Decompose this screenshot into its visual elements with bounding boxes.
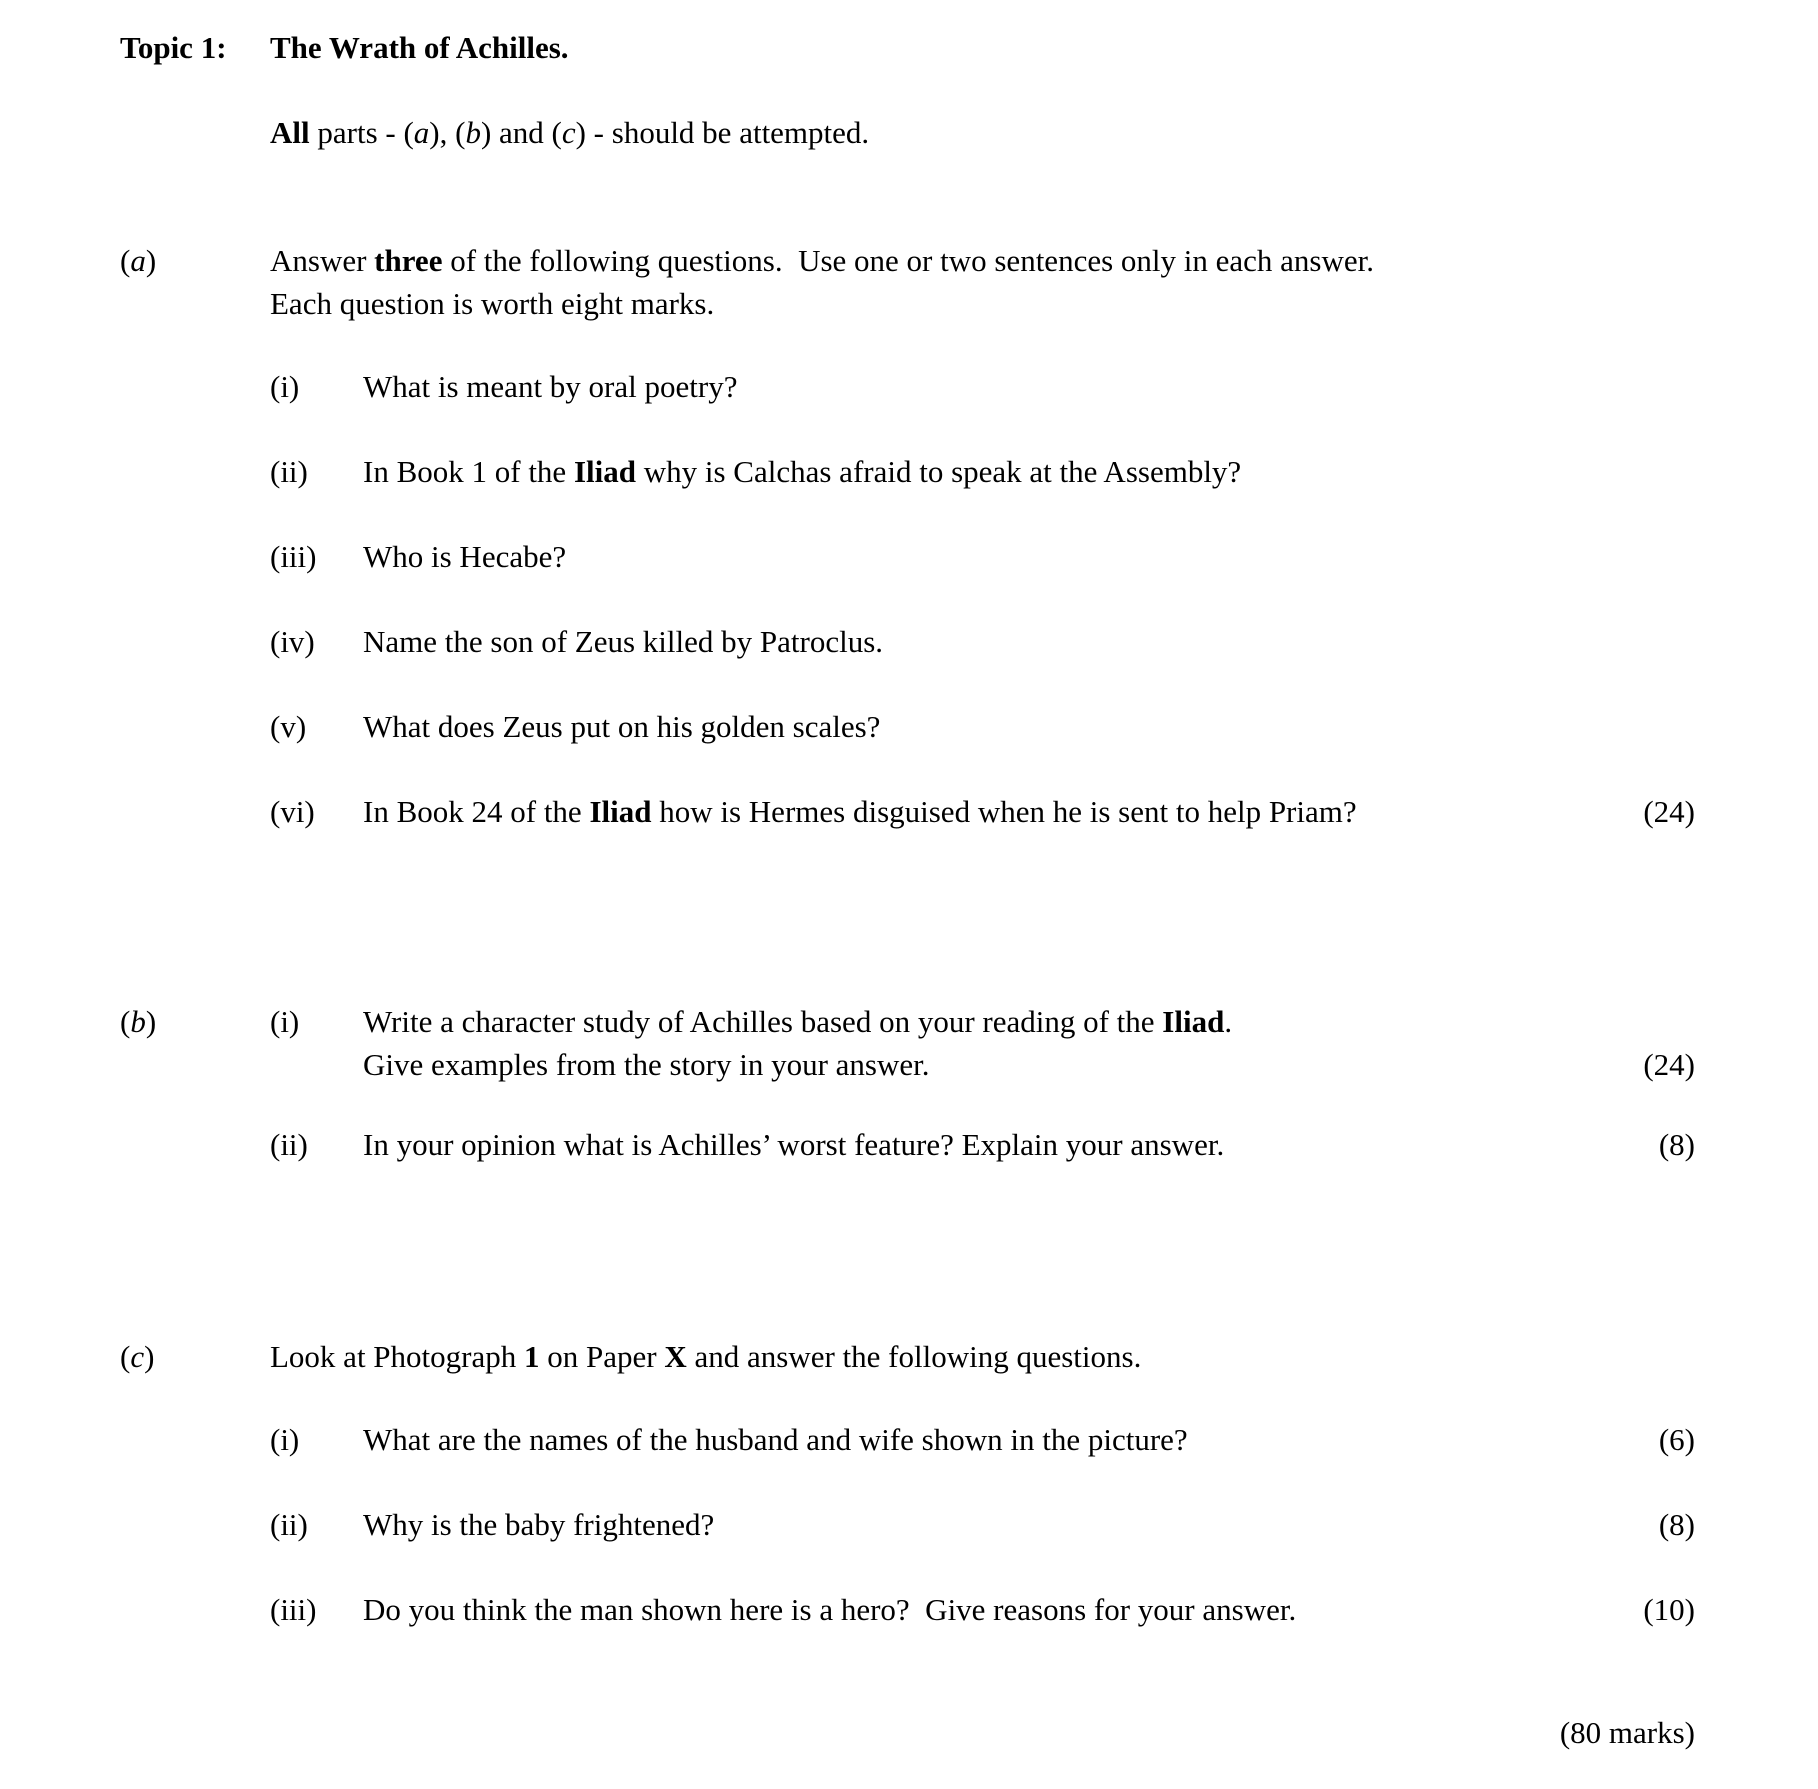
question-number: (iii) [270,539,317,574]
question-text: What is meant by oral poetry? [363,369,738,404]
total-marks-row [120,1711,1695,1754]
question-a-iv [120,620,1695,663]
topic-header [120,26,1695,69]
question-marks: (24) [1643,794,1695,829]
topic-label: Topic 1: [120,30,227,65]
section-c-intro-row [120,1335,1695,1378]
question-text: Who is Hecabe? [363,539,567,574]
question-text: Name the son of Zeus killed by Patroclus. [363,624,884,659]
section-a-label: (a) [120,243,157,278]
section-a-intro-text: Answer three of the following questions. Use one or two sentences only in each answer. Each question is worth eight marks. [270,243,1374,321]
question-marks: (24) [1643,1047,1695,1082]
question-a-i [120,365,1695,408]
question-marks: (10) [1643,1592,1695,1627]
question-text: What are the names of the husband and wife shown in the picture? [363,1422,1188,1457]
section-c-label: (c) [120,1339,155,1374]
question-number: (v) [270,709,307,744]
question-text: In Book 24 of the Iliad how is Hermes disguised when he is sent to help Priam? [363,794,1357,829]
section-b-label: (b) [120,1004,157,1039]
question-text: What does Zeus put on his golden scales? [363,709,881,744]
question-text: Do you think the man shown here is a hero? Give reasons for your answer. [363,1592,1297,1627]
question-text: Write a character study of Achilles based on your reading of the Iliad. Give examples from the story in your answer. [363,1004,1233,1082]
question-number: (iv) [270,624,315,659]
question-a-v [120,705,1695,748]
question-b-ii [120,1123,1695,1166]
question-a-vi [120,790,1695,833]
question-a-iii [120,535,1695,578]
spacer [120,111,270,154]
question-number: (iii) [270,1592,317,1627]
question-marks: (6) [1658,1422,1695,1457]
question-c-ii [120,1503,1695,1546]
question-number: (ii) [270,454,308,489]
question-number: (vi) [270,794,315,829]
question-text: In Book 1 of the Iliad why is Calchas afraid to speak at the Assembly? [363,454,1242,489]
section-c-intro-text: Look at Photograph 1 on Paper X and answer the following questions. [270,1339,1142,1374]
section-a-intro-row [120,239,1695,325]
total-marks: (80 marks) [1559,1715,1695,1750]
question-c-i [120,1418,1695,1461]
question-marks: (8) [1658,1127,1695,1162]
question-number: (i) [270,369,300,404]
question-number: (ii) [270,1127,308,1162]
attempt-instruction: All parts - (a), (b) and (c) - should be attempted. [270,115,870,150]
question-c-iii [120,1588,1695,1631]
topic-title: The Wrath of Achilles. [270,30,569,65]
question-text: Why is the baby frightened? [363,1507,715,1542]
question-number: (i) [270,1422,300,1457]
question-number: (ii) [270,1507,308,1542]
question-number: (i) [270,1004,300,1039]
question-a-ii [120,450,1695,493]
question-marks: (8) [1658,1507,1695,1542]
attempt-instruction-row [120,111,1695,154]
question-b-i [120,1000,1695,1086]
question-text: In your opinion what is Achilles’ worst feature? Explain your answer. [363,1127,1225,1162]
